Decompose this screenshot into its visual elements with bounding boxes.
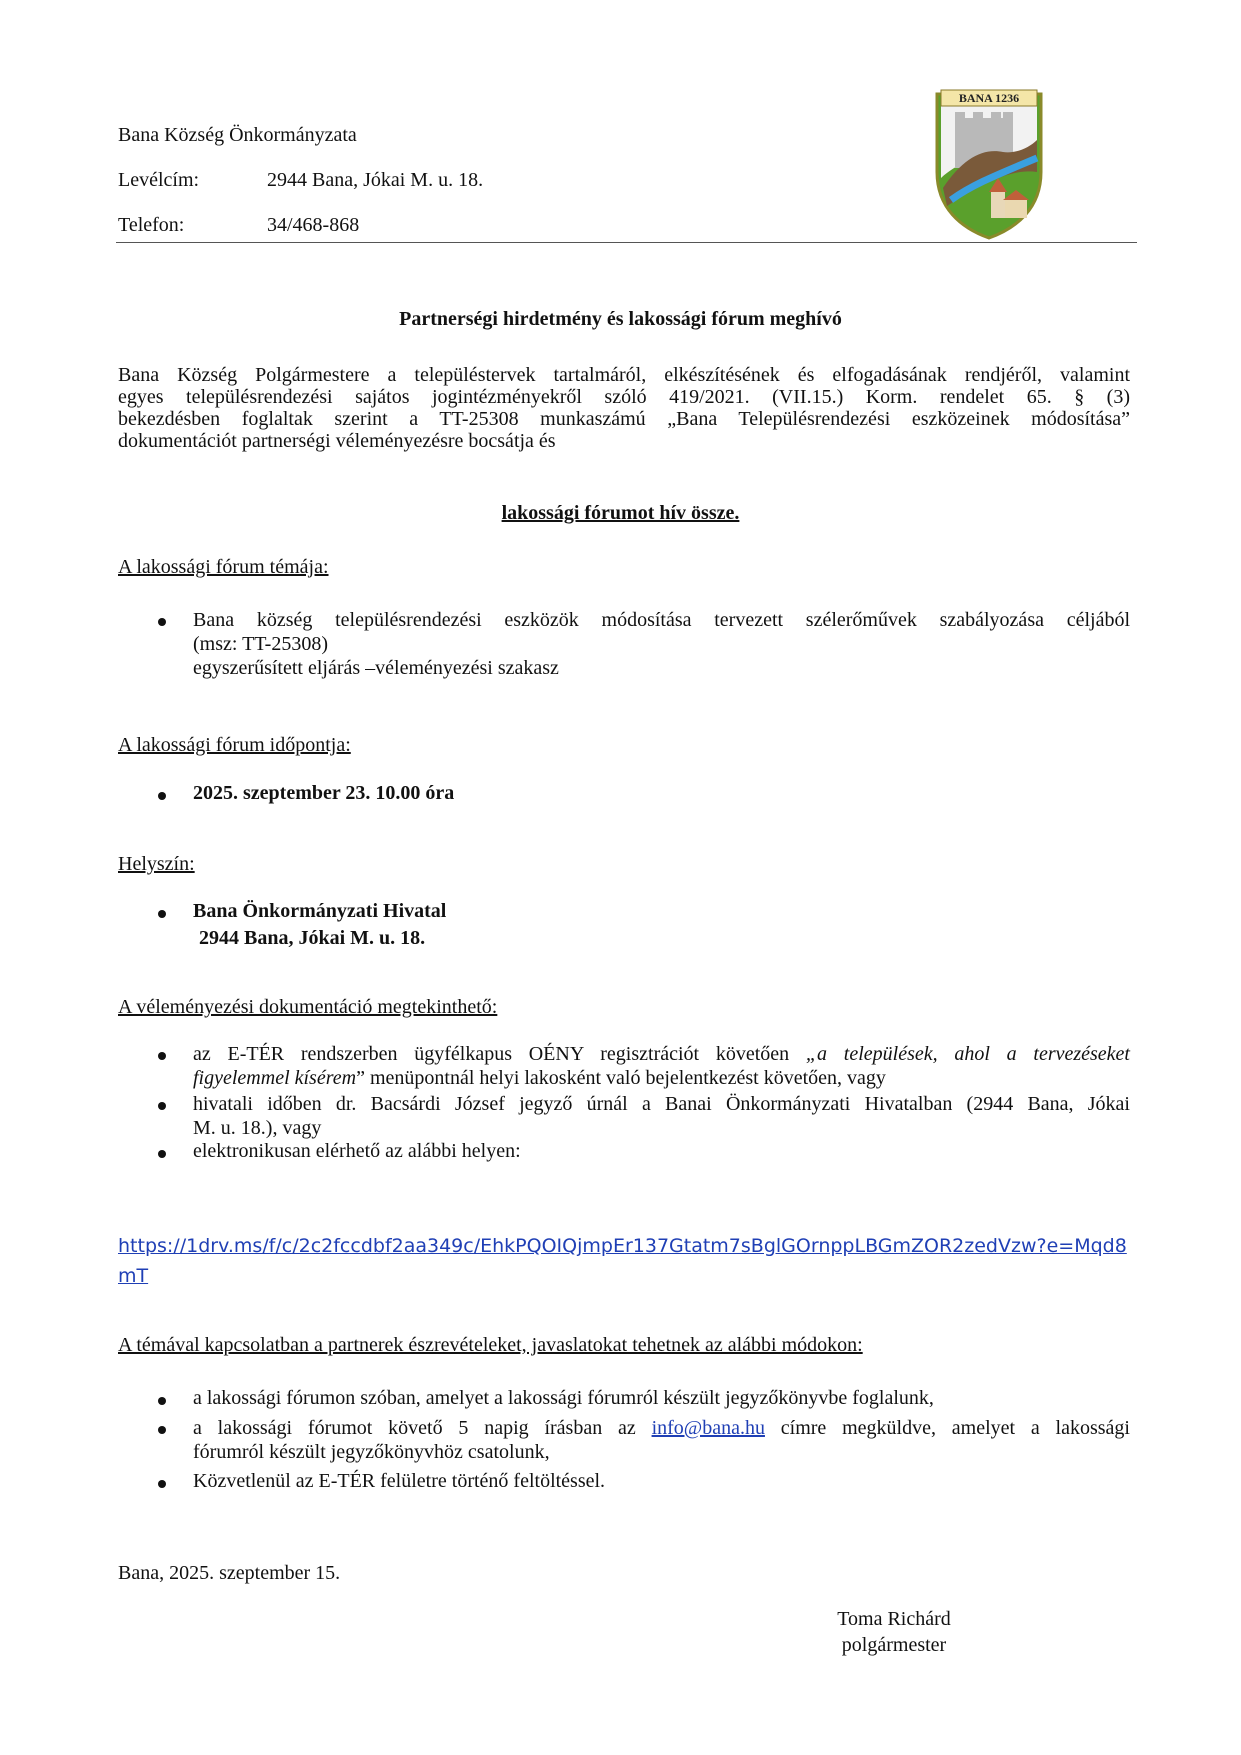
bana-crest-logo — [933, 88, 1045, 240]
topic-line: Bana község településrendezési eszközök módosítása tervezett szélerőművek szabályozása céljából — [193, 609, 1130, 631]
docs-item-1-text-2: ” menüpontnál helyi lakosként való bejelentkezést követően, vagy — [356, 1067, 886, 1089]
feedback-item-2-text-2: címre megküldve, amelyet a lakossági — [764, 1417, 1130, 1439]
feedback-item-2 — [193, 1416, 1130, 1464]
feedback-heading: A témával kapcsolatban a partnerek észrevételeket, javaslatokat tehetnek az alábbi módokon: — [118, 1334, 863, 1356]
topic-line: egyszerűsített eljárás –véleményezési szakasz — [193, 657, 559, 679]
intro-line: dokumentációt partnerségi véleményezésre bocsátja és — [118, 430, 556, 452]
document-link[interactable] — [118, 1231, 1127, 1291]
feedback-item-1: a lakossági fórumon szóban, amelyet a lakossági fórumról készült jegyzőkönyvbe foglalunk, — [193, 1387, 934, 1409]
intro-line: bekezdésben foglaltak szerint a TT-25308 munkaszámú „Bana Településrendezési eszközeinek módosítása” — [118, 408, 1130, 430]
intro-line: egyes településrendezési sajátos jogintézményekről szóló 419/2021. (VII.15.) Korm. rendelet 65. § (3) — [118, 386, 1130, 408]
phone-label: Telefon: — [118, 214, 185, 236]
address-value: 2944 Bana, Jókai M. u. 18. — [267, 169, 484, 191]
time-heading: A lakossági fórum időpontja: — [118, 734, 351, 756]
header-divider — [116, 242, 1137, 243]
phone-value: 34/468-868 — [267, 214, 360, 236]
docs-item-2 — [193, 1092, 1130, 1140]
docs-heading: A véleményezési dokumentáció megtekinthető: — [118, 996, 498, 1018]
place-line-2: 2944 Bana, Jókai M. u. 18. — [199, 927, 426, 949]
time-value: 2025. szeptember 23. 10.00 óra — [193, 782, 455, 804]
docs-item-1-text: az E-TÉR rendszerben ügyfélkapus OÉNY regisztrációt követően — [193, 1043, 806, 1065]
bullet-icon — [158, 1150, 166, 1158]
docs-item-2-line-1: hivatali időben dr. Bacsárdi József jegyző úrnál a Banai Önkormányzati Hivatalban (2944 Bana, Jókai — [193, 1093, 1130, 1115]
signature-name: Toma Richárd — [837, 1608, 951, 1630]
document-link-line-1[interactable]: https://1drv.ms/f/c/2c2fccdbf2aa349c/EhkPQOIQjmpEr137Gtatm7sBglGOrnppLBGmZOR2zedVzw?e=Mqd8 — [118, 1235, 1127, 1257]
call-to-forum: lakossági fórumot hív össze. — [501, 502, 740, 524]
docs-item-2-line-2: M. u. 18.), vagy — [193, 1117, 322, 1139]
topic-text — [193, 608, 1130, 680]
feedback-item-2-text: a lakossági fórumot követő 5 napig írásban az — [193, 1417, 652, 1439]
bullet-icon — [158, 792, 166, 800]
bullet-icon — [158, 1052, 166, 1060]
crest-text: BANA 1236 — [958, 91, 1020, 105]
document-link-line-2[interactable]: mT — [118, 1265, 149, 1287]
place-line-1: Bana Önkormányzati Hivatal — [193, 900, 447, 922]
docs-item-3: elektronikusan elérhető az alábbi helyen: — [193, 1140, 521, 1162]
docs-item-1-italic: „a települések, ahol a tervezéseket — [805, 1043, 1130, 1065]
org-name: Bana Község Önkormányzata — [118, 124, 357, 146]
docs-item-1-italic-2: figyelemmel kísérem — [193, 1067, 357, 1089]
bullet-icon — [158, 1426, 166, 1434]
signature-block — [780, 1606, 1008, 1658]
bullet-icon — [158, 1480, 166, 1488]
bullet-icon — [158, 910, 166, 918]
date-line: Bana, 2025. szeptember 15. — [118, 1562, 341, 1584]
address-label: Levélcím: — [118, 169, 200, 191]
topic-heading: A lakossági fórum témája: — [118, 556, 329, 578]
intro-paragraph — [118, 364, 1130, 452]
bullet-icon — [158, 1397, 166, 1405]
document-title: Partnerségi hirdetmény és lakossági fórum meghívó — [399, 308, 842, 330]
intro-line: Bana Község Polgármestere a településtervek tartalmáról, elkészítésének és elfogadásának rendjéről, valamint — [118, 364, 1130, 386]
bullet-icon — [158, 618, 166, 626]
email-link[interactable]: info@bana.hu — [651, 1417, 765, 1439]
feedback-item-3: Közvetlenül az E-TÉR felületre történő feltöltéssel. — [193, 1470, 606, 1492]
topic-line: (msz: TT-25308) — [193, 633, 328, 655]
feedback-item-2-line-2: fórumról készült jegyzőkönyvhöz csatolunk, — [193, 1441, 550, 1463]
signature-title: polgármester — [841, 1634, 947, 1656]
bullet-icon — [158, 1102, 166, 1110]
docs-item-1 — [193, 1042, 1130, 1090]
place-heading: Helyszín: — [118, 853, 195, 875]
